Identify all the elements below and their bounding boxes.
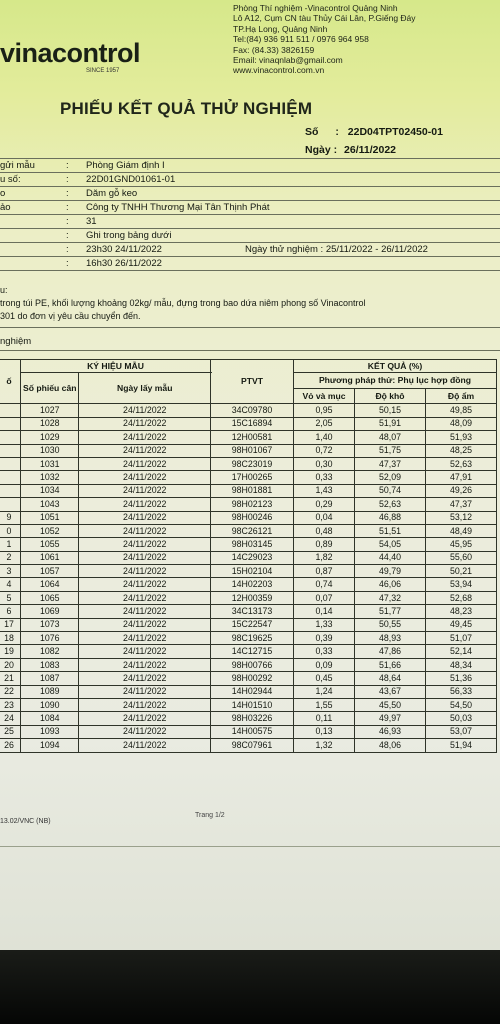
cell-stt: 24 <box>0 712 21 725</box>
table-row <box>0 605 497 618</box>
cell-phieu: 1093 <box>21 725 79 738</box>
col-phieu: Số phiếu cân <box>21 373 79 404</box>
results-table <box>0 359 497 753</box>
cell-date: 24/11/2022 <box>79 484 211 497</box>
cell-dokho: 49,79 <box>355 565 426 578</box>
cell-phieu: 1057 <box>21 565 79 578</box>
logo-tagline: SINCE 1957 <box>86 68 120 74</box>
col-ptvt: PTVT <box>211 360 294 404</box>
cell-vo: 0,04 <box>294 511 355 524</box>
cell-date: 24/11/2022 <box>79 698 211 711</box>
cell-date: 24/11/2022 <box>79 632 211 645</box>
cell-date: 24/11/2022 <box>79 511 211 524</box>
table-row <box>0 632 497 645</box>
cell-date: 24/11/2022 <box>79 605 211 618</box>
info-row: u số: : 22D01GND01061-01 <box>0 174 176 185</box>
group-sample-header: KÝ HIỆU MẪU <box>21 360 211 373</box>
cell-doam: 45,95 <box>426 538 497 551</box>
cell-dokho: 52,09 <box>355 471 426 484</box>
cell-date: 24/11/2022 <box>79 538 211 551</box>
table-row <box>0 698 497 711</box>
cell-dokho: 51,66 <box>355 658 426 671</box>
cell-date: 24/11/2022 <box>79 417 211 430</box>
cell-stt <box>0 498 21 511</box>
cell-stt: 26 <box>0 739 21 752</box>
test-section-title: nghiệm <box>0 336 32 347</box>
cell-dokho: 46,06 <box>355 578 426 591</box>
cell-date: 24/11/2022 <box>79 524 211 537</box>
cell-stt: 23 <box>0 698 21 711</box>
cell-stt: 25 <box>0 725 21 738</box>
table-row <box>0 645 497 658</box>
cell-ptvt: 98H00766 <box>211 658 294 671</box>
table-row <box>0 658 497 671</box>
cell-phieu: 1030 <box>21 444 79 457</box>
cell-doam: 49,45 <box>426 618 497 631</box>
cell-vo: 1,24 <box>294 685 355 698</box>
cell-phieu: 1082 <box>21 645 79 658</box>
cell-vo: 0,45 <box>294 672 355 685</box>
cell-stt <box>0 457 21 470</box>
table-row <box>0 578 497 591</box>
cell-vo: 1,55 <box>294 698 355 711</box>
cell-phieu: 1064 <box>21 578 79 591</box>
cell-dokho: 43,67 <box>355 685 426 698</box>
cell-doam: 53,12 <box>426 511 497 524</box>
col-date: Ngày lấy mẫu <box>79 373 211 404</box>
form-code: 13.02/VNC (NB) <box>0 818 51 825</box>
cell-stt: 1 <box>0 538 21 551</box>
info-row: : Ghi trong bảng dưới <box>66 230 172 241</box>
cell-doam: 52,14 <box>426 645 497 658</box>
cell-doam: 48,23 <box>426 605 497 618</box>
cell-date: 24/11/2022 <box>79 658 211 671</box>
document-title: PHIẾU KẾT QUẢ THỬ NGHIỆM <box>60 99 313 118</box>
cell-date: 24/11/2022 <box>79 591 211 604</box>
cell-ptvt: 12H00581 <box>211 431 294 444</box>
cell-vo: 2,05 <box>294 417 355 430</box>
cell-date: 24/11/2022 <box>79 551 211 564</box>
cell-dokho: 51,91 <box>355 417 426 430</box>
cell-ptvt: 12H00359 <box>211 591 294 604</box>
cell-doam: 55,60 <box>426 551 497 564</box>
cell-ptvt: 98H00246 <box>211 511 294 524</box>
cell-ptvt: 98C26121 <box>211 524 294 537</box>
cell-vo: 0,30 <box>294 457 355 470</box>
table-row <box>0 471 497 484</box>
table-row <box>0 712 497 725</box>
cell-doam: 47,91 <box>426 471 497 484</box>
cell-ptvt: 98H01881 <box>211 484 294 497</box>
cell-vo: 1,40 <box>294 431 355 444</box>
lab-contact-block <box>233 3 498 76</box>
col-stt: ố <box>0 360 21 404</box>
cell-ptvt: 98H03226 <box>211 712 294 725</box>
cell-dokho: 47,37 <box>355 457 426 470</box>
cell-date: 24/11/2022 <box>79 471 211 484</box>
page-number: Trang 1/2 <box>195 812 225 819</box>
info-row: o : Dăm gỗ keo <box>0 188 138 199</box>
cell-ptvt: 17H00265 <box>211 471 294 484</box>
cell-phieu: 1084 <box>21 712 79 725</box>
note-label: u: <box>0 285 8 295</box>
cell-vo: 0,89 <box>294 538 355 551</box>
cell-ptvt: 98H00292 <box>211 672 294 685</box>
cell-dokho: 44,40 <box>355 551 426 564</box>
table-row <box>0 417 497 430</box>
info-row: gửi mẫu : Phòng Giám định I <box>0 160 165 171</box>
cell-date: 24/11/2022 <box>79 578 211 591</box>
cell-doam: 53,94 <box>426 578 497 591</box>
cell-dokho: 51,75 <box>355 444 426 457</box>
cell-dokho: 46,93 <box>355 725 426 738</box>
cell-phieu: 1073 <box>21 618 79 631</box>
cell-date: 24/11/2022 <box>79 712 211 725</box>
cell-vo: 1,33 <box>294 618 355 631</box>
date-label: Ngày <box>305 144 331 156</box>
cell-phieu: 1090 <box>21 698 79 711</box>
cell-vo: 0,95 <box>294 404 355 417</box>
cell-date: 24/11/2022 <box>79 565 211 578</box>
company-logo: vinacontrol <box>0 38 141 68</box>
cell-dokho: 50,55 <box>355 618 426 631</box>
date-value: 26/11/2022 <box>344 144 397 156</box>
table-row <box>0 565 497 578</box>
note-line: trong túi PE, khối lượng khoảng 02kg/ mẫu, đựng trong bao dứa niêm phong số Vinacontrol <box>0 298 366 308</box>
document-number: Số : 22D04TPT02450-01 <box>305 126 443 138</box>
cell-ptvt: 98H03145 <box>211 538 294 551</box>
cell-doam: 54,50 <box>426 698 497 711</box>
table-row <box>0 484 497 497</box>
table-row <box>0 498 497 511</box>
info-row: : 16h30 26/11/2022 <box>66 258 162 269</box>
cell-ptvt: 15C22547 <box>211 618 294 631</box>
cell-vo: 0,33 <box>294 645 355 658</box>
cell-phieu: 1069 <box>21 605 79 618</box>
cell-dokho: 48,64 <box>355 672 426 685</box>
cell-dokho: 48,93 <box>355 632 426 645</box>
cell-phieu: 1061 <box>21 551 79 564</box>
table-row <box>0 551 497 564</box>
cell-vo: 0,33 <box>294 471 355 484</box>
cell-phieu: 1065 <box>21 591 79 604</box>
table-row <box>0 591 497 604</box>
table-row <box>0 538 497 551</box>
info-row: ảo : Công ty TNHH Thương Mại Tân Thịnh Phát <box>0 202 270 213</box>
cell-stt: 9 <box>0 511 21 524</box>
cell-dokho: 48,07 <box>355 431 426 444</box>
contact-line: Phòng Thí nghiệm -Vinacontrol Quảng Ninh <box>233 3 398 13</box>
cell-ptvt: 98H01067 <box>211 444 294 457</box>
contact-line: www.vinacontrol.com.vn <box>233 65 325 76</box>
cell-ptvt: 34C13173 <box>211 605 294 618</box>
number-value: 22D04TPT02450-01 <box>347 126 443 138</box>
cell-ptvt: 14C29023 <box>211 551 294 564</box>
cell-dokho: 45,50 <box>355 698 426 711</box>
cell-vo: 1,32 <box>294 739 355 752</box>
cell-vo: 0,72 <box>294 444 355 457</box>
table-row <box>0 685 497 698</box>
cell-date: 24/11/2022 <box>79 685 211 698</box>
cell-vo: 0,48 <box>294 524 355 537</box>
cell-vo: 1,82 <box>294 551 355 564</box>
cell-phieu: 1029 <box>21 431 79 444</box>
cell-date: 24/11/2022 <box>79 498 211 511</box>
cell-stt <box>0 484 21 497</box>
cell-vo: 1,43 <box>294 484 355 497</box>
cell-phieu: 1028 <box>21 417 79 430</box>
cell-doam: 48,34 <box>426 658 497 671</box>
cell-doam: 50,03 <box>426 712 497 725</box>
cell-stt: 19 <box>0 645 21 658</box>
cell-date: 24/11/2022 <box>79 457 211 470</box>
number-label: Số <box>305 126 319 138</box>
cell-stt: 0 <box>0 524 21 537</box>
cell-dokho: 48,06 <box>355 739 426 752</box>
cell-dokho: 51,51 <box>355 524 426 537</box>
cell-stt <box>0 417 21 430</box>
cell-dokho: 51,77 <box>355 605 426 618</box>
table-row <box>0 672 497 685</box>
cell-date: 24/11/2022 <box>79 431 211 444</box>
table-row <box>0 444 497 457</box>
cell-stt: 4 <box>0 578 21 591</box>
cell-phieu: 1083 <box>21 658 79 671</box>
cell-stt: 22 <box>0 685 21 698</box>
cell-date: 24/11/2022 <box>79 404 211 417</box>
cell-date: 24/11/2022 <box>79 645 211 658</box>
cell-doam: 51,93 <box>426 431 497 444</box>
cell-doam: 52,63 <box>426 457 497 470</box>
contact-line: Fax: (84.33) 3826159 <box>233 44 315 55</box>
cell-vo: 0,09 <box>294 658 355 671</box>
cell-doam: 50,21 <box>426 565 497 578</box>
cell-stt <box>0 471 21 484</box>
cell-ptvt: 34C09780 <box>211 404 294 417</box>
table-row <box>0 431 497 444</box>
cell-phieu: 1043 <box>21 498 79 511</box>
document-date: Ngày : 26/11/2022 <box>305 144 397 156</box>
cell-ptvt: 98C07961 <box>211 739 294 752</box>
cell-phieu: 1076 <box>21 632 79 645</box>
cell-dokho: 50,74 <box>355 484 426 497</box>
cell-doam: 51,36 <box>426 672 497 685</box>
cell-vo: 0,87 <box>294 565 355 578</box>
table-row <box>0 511 497 524</box>
cell-doam: 48,25 <box>426 444 497 457</box>
cell-vo: 0,13 <box>294 725 355 738</box>
cell-phieu: 1089 <box>21 685 79 698</box>
cell-stt: 6 <box>0 605 21 618</box>
cell-stt: 2 <box>0 551 21 564</box>
info-row: : 31 <box>66 216 97 227</box>
contact-line: Tel:(84) 936 911 511 / 0976 964 958 <box>233 34 369 45</box>
cell-vo: 0,14 <box>294 605 355 618</box>
cell-ptvt: 15C16894 <box>211 417 294 430</box>
cell-ptvt: 14H02944 <box>211 685 294 698</box>
cell-doam: 49,85 <box>426 404 497 417</box>
cell-phieu: 1055 <box>21 538 79 551</box>
table-row <box>0 618 497 631</box>
contact-line: Email: vinaqnlab@gmail.com <box>233 55 343 66</box>
cell-doam: 53,07 <box>426 725 497 738</box>
cell-stt: 5 <box>0 591 21 604</box>
cell-phieu: 1027 <box>21 404 79 417</box>
cell-dokho: 47,32 <box>355 591 426 604</box>
cell-doam: 47,37 <box>426 498 497 511</box>
cell-doam: 48,09 <box>426 417 497 430</box>
cell-vo: 0,07 <box>294 591 355 604</box>
cell-vo: 0,11 <box>294 712 355 725</box>
test-date: Ngày thử nghiệm : 25/11/2022 - 26/11/2022 <box>245 244 428 255</box>
cell-stt: 18 <box>0 632 21 645</box>
cell-dokho: 54,05 <box>355 538 426 551</box>
cell-date: 24/11/2022 <box>79 444 211 457</box>
note-line: 301 do đơn vị yêu cầu chuyển đến. <box>0 311 141 321</box>
cell-ptvt: 14H00575 <box>211 725 294 738</box>
cell-dokho: 50,15 <box>355 404 426 417</box>
method-header: Phương pháp thử: Phụ lục hợp đồng <box>294 373 497 389</box>
sample-note <box>0 284 500 323</box>
cell-ptvt: 14C12715 <box>211 645 294 658</box>
cell-dokho: 46,88 <box>355 511 426 524</box>
cell-stt <box>0 431 21 444</box>
cell-doam: 52,68 <box>426 591 497 604</box>
cell-phieu: 1094 <box>21 739 79 752</box>
cell-dokho: 47,86 <box>355 645 426 658</box>
cell-ptvt: 15H02104 <box>211 565 294 578</box>
cell-doam: 51,94 <box>426 739 497 752</box>
cell-date: 24/11/2022 <box>79 618 211 631</box>
table-row <box>0 404 497 417</box>
cell-phieu: 1031 <box>21 457 79 470</box>
cell-stt <box>0 404 21 417</box>
cell-ptvt: 98C23019 <box>211 457 294 470</box>
cell-phieu: 1032 <box>21 471 79 484</box>
cell-doam: 48,49 <box>426 524 497 537</box>
table-row <box>0 524 497 537</box>
cell-doam: 51,07 <box>426 632 497 645</box>
cell-ptvt: 14H02203 <box>211 578 294 591</box>
cell-date: 24/11/2022 <box>79 725 211 738</box>
contact-line: Lô A12, Cụm CN tàu Thủy Cái Lân, P.Giếng Đáy <box>233 13 416 24</box>
cell-vo: 0,39 <box>294 632 355 645</box>
cell-phieu: 1034 <box>21 484 79 497</box>
cell-phieu: 1052 <box>21 524 79 537</box>
table-row <box>0 457 497 470</box>
cell-phieu: 1051 <box>21 511 79 524</box>
group-result-header: KẾT QUẢ (%) <box>294 360 497 373</box>
table-row <box>0 725 497 738</box>
cell-date: 24/11/2022 <box>79 739 211 752</box>
cell-stt: 3 <box>0 565 21 578</box>
bottom-bezel <box>0 950 500 1024</box>
cell-stt: 17 <box>0 618 21 631</box>
cell-ptvt: 98C19625 <box>211 632 294 645</box>
cell-ptvt: 98H02123 <box>211 498 294 511</box>
col-vo: Vỏ và mục <box>294 388 355 404</box>
cell-phieu: 1087 <box>21 672 79 685</box>
cell-dokho: 52,63 <box>355 498 426 511</box>
cell-dokho: 49,97 <box>355 712 426 725</box>
cell-ptvt: 14H01510 <box>211 698 294 711</box>
cell-stt: 21 <box>0 672 21 685</box>
cell-doam: 49,26 <box>426 484 497 497</box>
info-row: : 23h30 24/11/2022 Ngày thử nghiệm : 25/11/2022 - 26/11/2022 <box>66 244 428 255</box>
cell-vo: 0,74 <box>294 578 355 591</box>
cell-stt: 20 <box>0 658 21 671</box>
cell-doam: 56,33 <box>426 685 497 698</box>
cell-date: 24/11/2022 <box>79 672 211 685</box>
col-doam: Độ ẩm <box>426 388 497 404</box>
contact-line: TP.Hạ Long, Quảng Ninh <box>233 23 328 34</box>
col-dokho: Độ khô <box>355 388 426 404</box>
table-row <box>0 739 497 752</box>
cell-vo: 0,29 <box>294 498 355 511</box>
cell-stt <box>0 444 21 457</box>
